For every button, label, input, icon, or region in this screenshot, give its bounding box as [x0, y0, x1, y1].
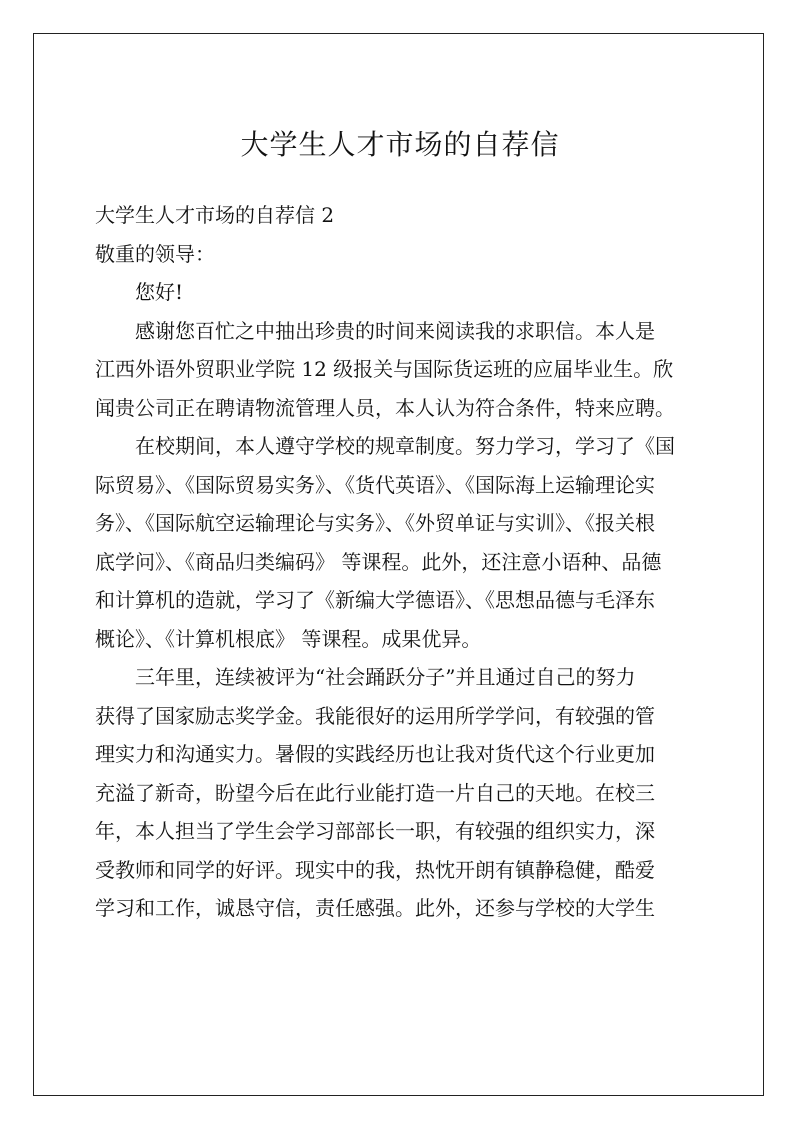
greeting-line: 您好! [135, 280, 184, 304]
paragraph-line: 年，本人担当了学生会学习部部长一职，有较强的组织实力，深 [95, 819, 655, 843]
paragraph-line: 理实力和沟通实力。暑假的实践经历也让我对货代这个行业更加 [95, 742, 655, 766]
paragraph-line: 获得了国家励志奖学金。我能很好的运用所学学问，有较强的管 [95, 703, 655, 728]
paragraph-line: 底学问》、《商品归类编码》 等课程。此外，还注意小语种、品德 [95, 549, 662, 574]
paragraph-line: 和计算机的造就，学习了《新编大学德语》、《思想品德与毛泽东 [95, 588, 655, 612]
paragraph-line: 感谢您百忙之中抽出珍贵的时间来阅读我的求职信。本人是 [135, 318, 655, 343]
paragraph-line: 充溢了新奇，盼望今后在此行业能打造一片自己的天地。在校三 [95, 780, 655, 805]
paragraph-line: 学习和工作，诚恳守信，责任感强。此外，还参与学校的大学生 [95, 896, 655, 920]
paragraph-line: 际贸易》、《国际贸易实务》、《货代英语》、《国际海上运输理论实 [95, 472, 655, 497]
paragraph-line: 在校期间，本人遵守学校的规章制度。努力学习，学习了《国 [135, 434, 675, 458]
document-title: 大学生人才市场的自荐信 [240, 128, 560, 161]
paragraph-line: 闻贵公司正在聘请物流管理人员，本人认为符合条件，特来应聘。 [95, 395, 675, 420]
paragraph-line: 受教师和同学的好评。现实中的我，热忱开朗有镇静稳健，酷爱 [95, 857, 655, 882]
salutation-line: 敬重的领导： [95, 241, 215, 266]
paragraph-line: 江西外语外贸职业学院 12 级报关与国际货运班的应届毕业生。欣 [95, 357, 674, 381]
paragraph-line: 概论》、《计算机根底》 等课程。成果优异。 [95, 626, 482, 651]
subtitle-line: 大学生人才市场的自荐信 2 [95, 203, 335, 227]
paragraph-line: 三年里，连续被评为“社会踊跃分子”并且通过自己的努力 [135, 665, 636, 689]
document-body [95, 196, 707, 928]
paragraph-line: 务》、《国际航空运输理论与实务》、《外贸单证与实训》、《报关根 [95, 511, 655, 535]
